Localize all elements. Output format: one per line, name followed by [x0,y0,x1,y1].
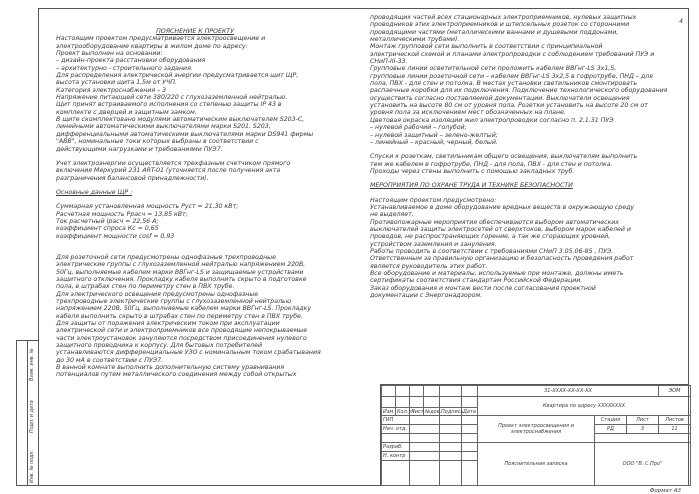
left-line: электрической сети и электроприемников все проводящие непокрываемые [56,327,308,335]
left-line: Для электрического освещения предусмотрены однофазные [56,290,259,298]
right-line: проводящих частей всех стационарных электроприемников, нулевых защитных [370,14,637,21]
left-line: коэффициент спроса Кс = 0,65 [56,225,159,233]
right-line: уровня пола за исключением мест обозначенных на плане. [370,109,566,117]
right-line: устройством заземления и зануления. [370,240,497,248]
doc-title: Пояснительная записка [478,443,595,486]
left-line: до 30 мА в соответствии с ПУЭ7. [56,356,164,364]
format-label: Формат А3 [649,488,681,494]
left-line: – дизайн-проекта расстановки оборудования [56,57,206,65]
header-date: Дата [463,408,476,415]
left-line [56,247,334,254]
right-text-column [370,14,668,299]
left-line [56,196,334,203]
right-line: Работы проводить в соответствии с требованиями СНиП 3.05.06-85 , ПУЭ. [370,247,614,255]
left-text-column [56,28,334,379]
left-line: Щит принят встраиваемого исполнения со степенью защиты IP 43 в [56,101,282,109]
right-line: выключателей защиты электросетей от сверхтоков, выбором марок кабелей и [370,225,631,233]
header-kol: Кол.уч [397,408,415,415]
right-line: сертификаты соответствия стандартам Российской Федерации. [370,277,583,285]
right-line: не выделяет. [370,211,414,219]
sidebar-label-replace: Взам. инв. № [30,348,35,381]
left-line: разграничения балансовой принадлежности). [56,174,209,182]
right-line: СНиП-III-33. [370,58,408,66]
company-name: ООО "В. С.Про" [595,443,691,486]
right-line: Все оборудование и материалы, используемые при монтаже, должны иметь [370,270,624,277]
right-line: Проходы через стены выполнить с помощью закладных труб. [370,167,575,175]
right-line: групповые линии розеточной сети – кабелем ВВГнг-LS 3х2,5 в гофротрубе, ПНД – для [370,72,653,80]
left-line: Категория электроснабжения – 3 [56,86,167,94]
left-line: защитного проводника к корпусу. Для бытовых потребителей [56,342,263,350]
left-line: действующими нагрузками и требованиями ПУЭ7. [56,145,223,153]
right-line: МЕРОПРИЯТИЯ ПО ОХРАНЕ ТРУДА И ТЕХНИКЕ БЕЗОПАСНОСТИ [370,182,573,190]
left-line: дифференциальными автоматическими выключателями марки DS941 фирмы [56,130,314,138]
header-sign: Подпись [441,408,464,415]
header-list: Лист [411,408,424,415]
sidebar-strip-outer [16,340,27,486]
left-line: Суммарная установленная мощность Руст = 21,30 кВт; [56,203,239,211]
role-nkontr: Н. контр [382,452,410,461]
role-razrab: Разраб. [382,443,410,452]
right-line: документации с Энергонадзором. [370,292,483,300]
right-line: является руководитель этих работ. [370,262,488,270]
left-line: 50Гц, выполняемые кабелем марки ВВГнг-LS и защищаемые устройствами [56,268,304,276]
right-line: проводов, не распространяющих горение, а так же сгорающих уровней, [370,233,611,241]
sidebar-label-sign: Подп. и дата [30,400,35,433]
sheet-number: 4 [679,18,683,25]
header-izm: Изм. [383,408,395,415]
left-line: Основные данные ЩР : [56,188,133,196]
left-line [56,182,334,189]
left-line: напряжением 220В, 50Гц, выполняемые кабелем марки ВВГнг-LS. Прокладку [56,305,312,313]
left-line: В ванной комнате выполнить дополнительную систему уравнивания [56,364,285,372]
sheet-value: 3 [627,425,659,434]
left-line: Для распределения электрической энергии предусматривается щит ЩР, [56,72,299,80]
project-title: Проект электроосвещения и электроснабжения [478,416,595,443]
sheets-label: Листов [659,416,691,425]
right-line: Монтаж групповой сети выполнить в соответствии с принципиальной [370,43,603,51]
sheets-value: 11 [659,425,691,434]
object-address: Квартира по адресу ХХХХХХХХ [478,397,691,416]
right-line: Устанавливаемое в доме оборудование вредных веществ в окружающую среду [370,203,635,211]
header-doc: №док. [425,408,442,415]
left-line: защитного отключения. Прокладку кабеля выполнить скрыто в подготовке [56,275,307,283]
sheet-label: Лист [627,416,659,425]
right-line: электрической схемой и планами электропроводки с соблюдением требований ПУЭ и [370,50,655,58]
left-line: трехпроводные электрические группы с глухозаземленной нейтралью [56,298,291,305]
right-line: Цветовая окраска изоляции жил электропроводки согласно п. 2.1.31 ПУЭ [370,116,614,124]
right-line [370,175,668,182]
left-line: кабеля выполнить скрыто в штрабах стен по периметру стен в ПВХ трубе. [56,312,303,320]
left-line: потенциалов путем металлического соединения между собой открытых [56,371,297,379]
right-line: – линейный – красный, черный, белый. [370,138,498,146]
left-line: – архитектурно - строительного задания. [56,64,193,72]
left-line: В щите скомплектовано модулями автоматическим выключателем S203-C, [56,116,305,124]
left-line: Проект выполнен на основании: [56,50,163,58]
left-line: высота установки щита 1,5м от УЧП. [56,79,177,87]
right-line: Групповые линии осветительной сети проложить кабелем ВВГнг-LS 3х1,5, [370,65,617,73]
role-gip: ГИП [382,416,410,425]
left-line: "ABB", номинальные токи которых выбраны в соответствии с [56,138,259,146]
right-line: распаечные коробки для их подключения. Подключение технологического оборудования [370,87,668,95]
right-line: проводников этих электроприемников и штепсельных розеток со сторонними [370,21,630,29]
right-line: Заказ оборудования и монтаж вести после согласования проектной [370,284,596,292]
right-line: проводящими частями (металлическими ваннами и душевыми поддонами, [370,28,619,36]
sidebar-label-inv: Инв. № подл. [30,449,35,483]
doc-code: 31-ХХХХ-ХХ-ХХ-ХХ [478,386,659,397]
left-line: коэффициент мощности cosf = 0,93 [56,232,175,240]
left-line: включения Меркурий 231 ART-01 (уточняется после получения акта [56,167,281,175]
left-line: Напряжение питающей сети 380/220 с глухозаземленной нейтралью. [56,94,288,102]
left-line: комплекте с дверцей и защитным замком. [56,108,197,116]
right-line: Противопожарные мероприятия обеспечиваются выбором автоматических [370,218,619,226]
right-line: металлическими трубами). [370,36,460,44]
right-line: Ответственным за правильную организацию и безопасность проведения работ [370,255,634,263]
sheet-mark: ЭОМ [659,386,691,397]
left-line [56,240,334,247]
left-line: пола, в штрабах стен по периметру стен в ПВХ трубе. [56,283,235,291]
left-line: Расчетная мощность Ррасч = 13,85 кВт; [56,210,188,218]
right-line [370,190,668,197]
left-line: Учет электроэнергии осуществляется трехфазным счетчиком прямого [56,159,291,167]
left-line: устанавливаются дифференциальные УЗО с номинальным током срабатывания [56,349,321,357]
title-block [380,384,689,486]
right-line: Настоящим проектом предусмотрено: [370,196,497,204]
left-line [56,153,334,160]
right-line: – нулевой защитный – зелено-желтый; [370,131,498,139]
right-line: осуществить согласно поставляемой документации. Выключатели освещения [370,94,630,102]
right-line: – нулевой рабочий – голубой; [370,124,467,132]
stage-label: Стадия [595,416,627,425]
left-line: линейными автоматическими выключателями марки S201, S203, [56,123,271,131]
stage-value: РД [595,425,627,434]
left-line: части электроустановок зануляются посредством присоединения нулевого [56,334,307,342]
right-line: установить на высоте 80 см от уровня пола. Розетки установить на высоте 20 см от [370,102,648,110]
role-nach: Нач. отд. [382,425,410,434]
sidebar-strip [27,340,38,486]
left-line: ПОЯСНЕНИЕ К ПРОЕКТУ [156,28,234,35]
left-line: Для защиты от поражения электрическим током при эксплуатации [56,320,280,328]
right-line: тем же кабелем в гофротрубе, ПНД - для пола, ПВХ - для стен и потолка. [370,160,613,168]
left-line: электрооборудование квартиры в жилом доме по адресу: [56,42,248,50]
left-line: Настоящим проектом предусматривается электроосвещение и [56,35,266,43]
right-line: Спуски к розеткам, светильникам общего освещения, выключателям выполнить [370,153,638,161]
right-line: пола, ПВХ - для стен и потолка. В местах установки светильников смонтировать [370,80,638,88]
left-line: Ток расчетный Iрасч = 22,56 А; [56,217,159,225]
left-line: электрические группы с глухозаземленной нейтралью напряжением 220В, [56,261,306,269]
left-line: Для розеточной сети предусмотрены однофазные трехпроводные [56,253,276,261]
